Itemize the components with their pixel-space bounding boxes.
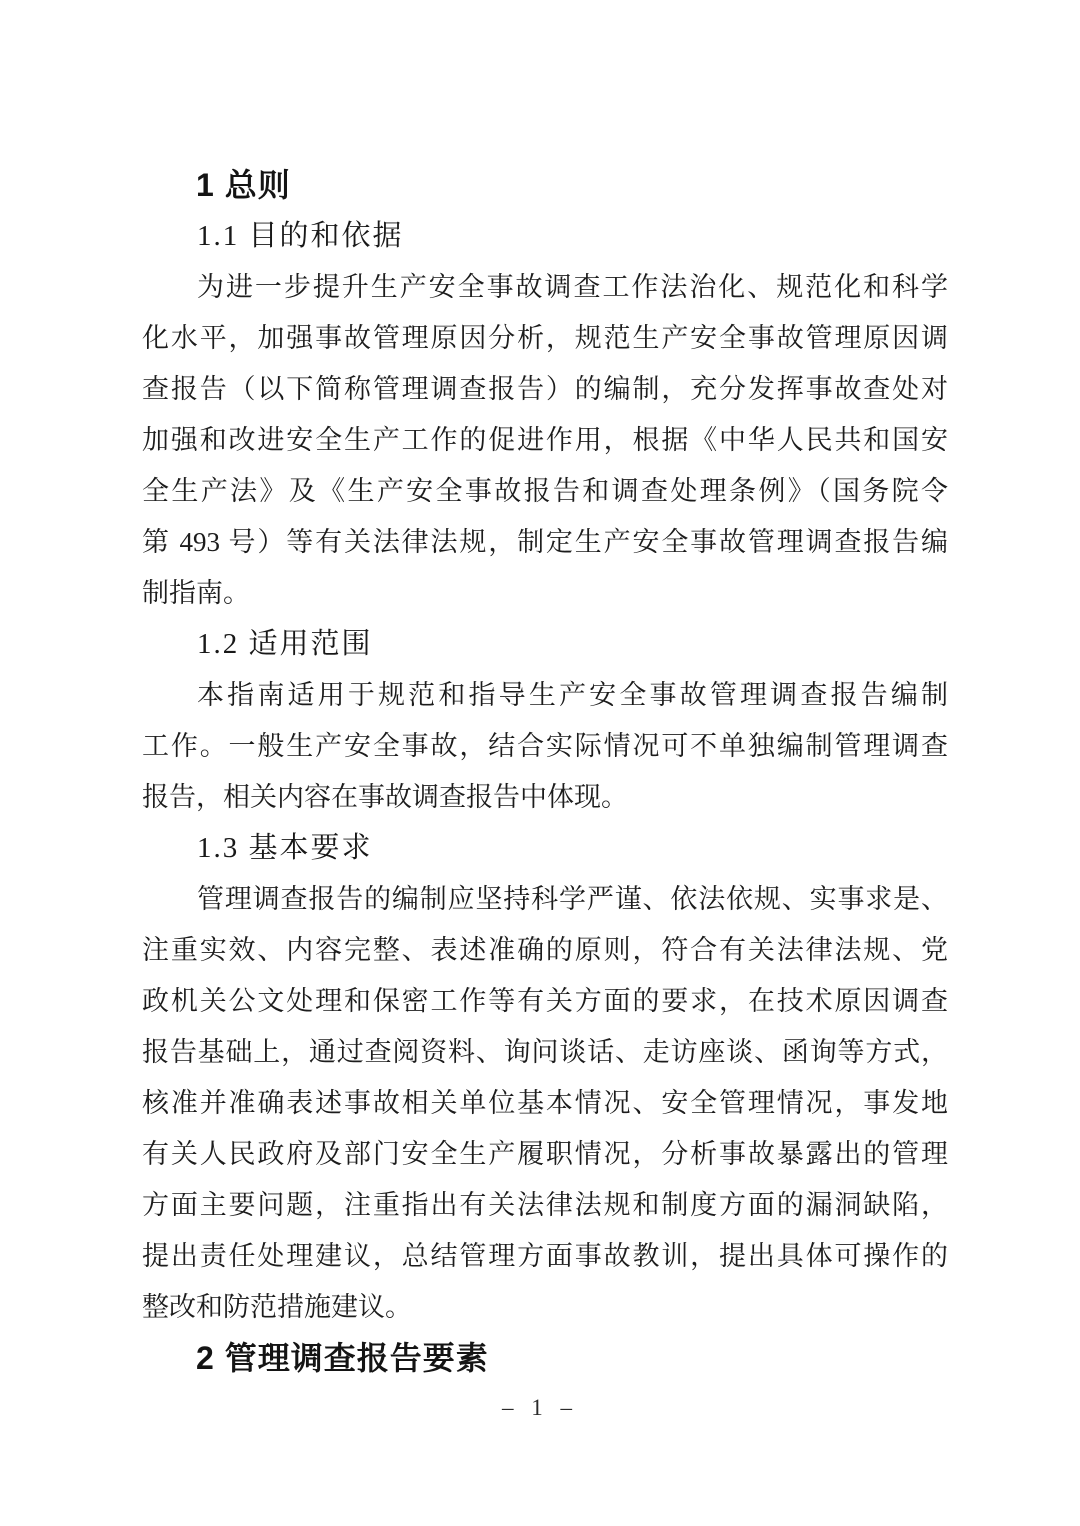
paragraph-line: 报告，相关内容在事故调查报告中体现。 [142, 782, 628, 812]
document-content [142, 160, 948, 1384]
paragraph-line: 全生产法》及《生产安全事故报告和调查处理条例》（国务院令 [142, 476, 948, 506]
paragraph-line: 第 493 号）等有关法律法规，制定生产安全事故管理调查报告编 [142, 527, 948, 557]
paragraph-line: 管理调查报告的编制应坚持科学严谨、依法依规、实事求是、 [197, 884, 948, 914]
subsection-heading-1-2: 1.2 适用范围 [197, 628, 373, 660]
paragraph-line: 方面主要问题，注重指出有关法律法规和制度方面的漏洞缺陷， [142, 1190, 948, 1220]
paragraph-line: 工作。一般生产安全事故，结合实际情况可不单独编制管理调查 [142, 731, 948, 761]
paragraph-line: 加强和改进安全生产工作的促进作用，根据《中华人民共和国安 [142, 425, 948, 455]
paragraph-line: 为进一步提升生产安全事故调查工作法治化、规范化和科学 [197, 272, 948, 302]
subsection-heading-1-1: 1.1 目的和依据 [197, 220, 404, 252]
section-heading-1: 1 总则 [196, 167, 291, 203]
paragraph-line: 核准并准确表述事故相关单位基本情况、安全管理情况，事发地 [142, 1088, 948, 1118]
paragraph-line: 整改和防范措施建议。 [142, 1292, 412, 1322]
paragraph-line: 注重实效、内容完整、表述准确的原则，符合有关法律法规、党 [142, 935, 948, 965]
paragraph-line: 化水平，加强事故管理原因分析，规范生产安全事故管理原因调 [142, 323, 948, 353]
paragraph-line: 有关人民政府及部门安全生产履职情况，分析事故暴露出的管理 [142, 1139, 948, 1169]
section-heading-2: 2 管理调查报告要素 [196, 1340, 489, 1376]
paragraph-line: 本指南适用于规范和指导生产安全事故管理调查报告编制 [197, 680, 948, 710]
paragraph-line: 提出责任处理建议，总结管理方面事故教训，提出具体可操作的 [142, 1241, 948, 1271]
paragraph-line: 报告基础上，通过查阅资料、询问谈话、走访座谈、函询等方式， [142, 1037, 948, 1067]
paragraph-line: 政机关公文处理和保密工作等有关方面的要求，在技术原因调查 [142, 986, 948, 1016]
subsection-heading-1-3: 1.3 基本要求 [197, 832, 373, 864]
page-number: – 1 – [502, 1395, 578, 1420]
paragraph-line: 制指南。 [142, 578, 250, 608]
paragraph-line: 查报告（以下简称管理调查报告）的编制，充分发挥事故查处对 [142, 374, 948, 404]
